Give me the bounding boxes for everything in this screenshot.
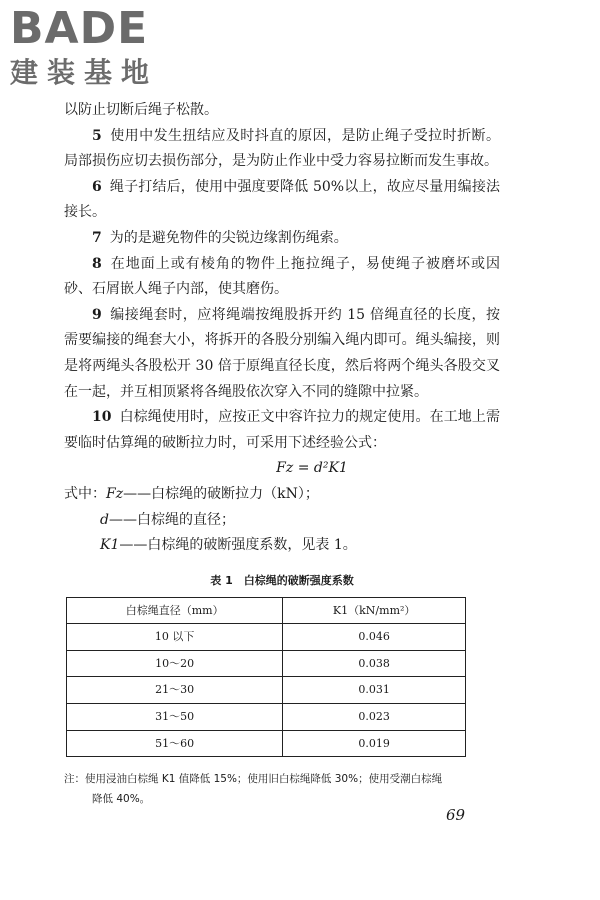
item-text: 绳子打结后，使用中强度要降低 50%以上，故应尽量用编接法接长。 (64, 178, 500, 221)
page-number: 69 (446, 806, 466, 824)
table-row (67, 730, 466, 757)
table-cell: 0.038 (283, 650, 466, 677)
table-row (67, 624, 466, 651)
paragraph-intro-tail: 以防止切断后绳子松散。 (64, 102, 218, 118)
item-text: 在地面上或有棱角的物件上拖拉绳子，易使绳子被磨坏或因砂、石屑嵌人绳子内部，使其磨伤。 (64, 255, 500, 298)
table-cell: 10～20 (67, 650, 283, 677)
item-number: 7 (92, 229, 102, 246)
table-cell: 51～60 (67, 730, 283, 757)
note-line: 注：使用浸油白棕绳 K1 值降低 15%；使用旧白棕绳降低 30%；使用受潮白棕绳 (64, 773, 443, 786)
watermark-brand: BADE (10, 3, 149, 54)
item-number: 6 (92, 178, 102, 195)
definition-text: ——白棕绳的破断拉力（kN）； (123, 485, 319, 502)
item-text: 使用中发生扭结应及时抖直的原因，是防止绳子受拉时折断。局部损伤应切去损伤部分，是为防止作业中受力容易拉断而发生事故。 (64, 127, 500, 170)
table-note (64, 769, 500, 809)
paragraph-item-9 (64, 303, 500, 405)
formula-definition-row (64, 533, 500, 559)
table-header-row (67, 597, 466, 624)
table-cell: 0.019 (283, 730, 466, 757)
page-body (64, 98, 500, 809)
where-label: 式中： (64, 485, 106, 502)
table-title: 表 1 白棕绳的破断强度系数 (210, 573, 354, 587)
item-number: 8 (92, 255, 102, 272)
table-row (67, 650, 466, 677)
table-row (67, 677, 466, 704)
formula: Fz = d²K1 (276, 460, 348, 477)
formula-definition-row (64, 482, 500, 508)
definition-text: ——白棕绳的直径； (108, 511, 235, 528)
strength-coefficient-table (66, 597, 466, 758)
watermark-subtitle: 建装基地 (10, 56, 159, 89)
definition-symbol: K1 (100, 537, 120, 554)
definition-symbol: Fz (106, 485, 124, 502)
definition-text: ——白棕绳的破断强度系数，见表 1。 (119, 537, 357, 554)
table-cell: 0.023 (283, 704, 466, 731)
paragraph-item-7 (64, 226, 500, 252)
item-number: 5 (92, 127, 102, 144)
note-line: 降低 40%。 (92, 793, 151, 806)
formula-definition-row (64, 508, 500, 534)
paragraph-item-10 (64, 405, 500, 456)
paragraph-item-5 (64, 124, 500, 175)
paragraph-item-8 (64, 252, 500, 303)
definition-symbol: d (100, 511, 109, 528)
table-header-cell: K1（kN/mm²） (283, 597, 466, 624)
item-text: 白棕绳使用时，应按正文中容许拉力的规定使用。在工地上需要临时估算绳的破断拉力时，可采用下述经验公式： (64, 409, 500, 451)
item-text: 编接绳套时，应将绳端按绳股拆开约 15 倍绳直径的长度，按需要编接的绳套大小，将拆开的各股分别编入绳内即可。绳头编接，则是将两绳头各股松开 30 倍于原绳直径长度，然后将两个绳头各股交叉在一起，并互相顶紧将各绳股依次穿入不同的缝隙中拉紧。 (64, 306, 500, 400)
table-cell: 10 以下 (67, 624, 283, 651)
item-text: 为的是避免物件的尖锐边缘割伤绳索。 (109, 229, 348, 246)
table-cell: 31～50 (67, 704, 283, 731)
table-row (67, 704, 466, 731)
table-header-cell: 白棕绳直径（mm） (67, 597, 283, 624)
watermark-logo (10, 4, 185, 90)
item-number: 9 (92, 306, 102, 323)
table-cell: 21～30 (67, 677, 283, 704)
item-number: 10 (92, 409, 112, 426)
table-cell: 0.046 (283, 624, 466, 651)
paragraph-item-6 (64, 175, 500, 226)
table-cell: 0.031 (283, 677, 466, 704)
